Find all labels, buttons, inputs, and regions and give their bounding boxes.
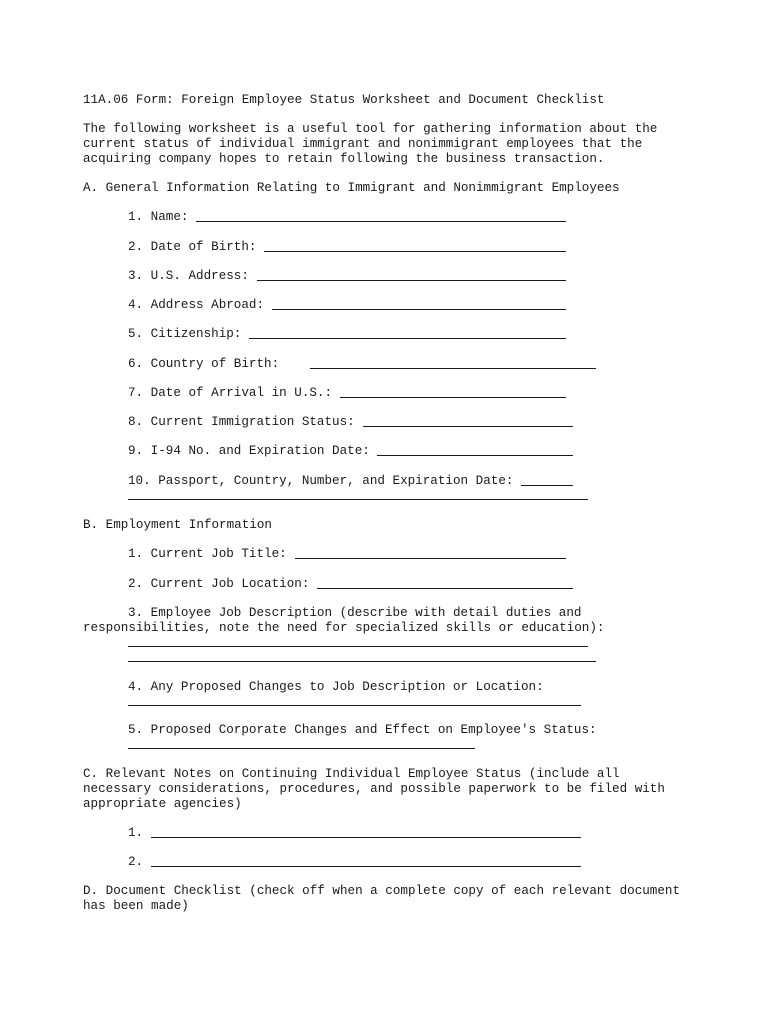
field-label: 2. Current Job Location: [128, 577, 310, 591]
field-label: 4. Address Abroad: [128, 298, 265, 312]
job-description-blank-2[interactable] [128, 661, 596, 662]
i94-blank[interactable] [377, 455, 573, 456]
citizenship-blank[interactable] [249, 338, 566, 339]
note-1-blank[interactable] [151, 837, 581, 838]
section-c-heading-line-3: appropriate agencies) [83, 797, 242, 811]
field-label: 6. Country of Birth: [128, 357, 280, 371]
field-job-location [128, 577, 309, 592]
date-of-arrival-blank[interactable] [340, 397, 566, 398]
field-citizenship [128, 327, 241, 342]
immigration-status-blank[interactable] [363, 426, 573, 427]
field-label: 1. Name: [128, 210, 189, 224]
passport-blank-1[interactable] [521, 485, 573, 486]
field-label: 3. U.S. Address: [128, 269, 249, 283]
field-label: 8. Current Immigration Status: [128, 415, 355, 429]
field-date-of-arrival [128, 386, 332, 401]
field-label: 1. Current Job Title: [128, 547, 287, 561]
note-label: 2. [128, 855, 144, 869]
field-label: 9. I-94 No. and Expiration Date: [128, 444, 370, 458]
field-address-abroad [128, 298, 264, 313]
corporate-changes-blank[interactable] [128, 748, 475, 749]
field-i94 [128, 444, 370, 459]
field-label: 2. Date of Birth: [128, 240, 257, 254]
field-country-of-birth [128, 357, 279, 372]
job-description-blank-1[interactable] [128, 646, 588, 647]
section-c-heading-line-2: necessary considerations, procedures, and possible paperwork to be filed with [83, 782, 665, 796]
note-label: 1. [128, 826, 144, 840]
note-item-1 [128, 826, 143, 841]
job-location-blank[interactable] [317, 588, 573, 589]
us-address-blank[interactable] [257, 280, 566, 281]
intro-line-3: acquiring company hopes to retain following the business transaction. [83, 152, 605, 166]
name-blank[interactable] [196, 221, 566, 222]
country-of-birth-blank[interactable] [310, 368, 596, 369]
field-label: 7. Date of Arrival in U.S.: [128, 386, 333, 400]
proposed-changes-blank[interactable] [128, 705, 581, 706]
form-title: 11A.06 Form: Foreign Employee Status Worksheet and Document Checklist [83, 93, 605, 107]
field-us-address [128, 269, 249, 284]
job-title-blank[interactable] [295, 558, 566, 559]
address-abroad-blank[interactable] [272, 309, 566, 310]
intro-line-2: current status of individual immigrant and nonimmigrant employees that the [83, 137, 643, 151]
field-label: 5. Citizenship: [128, 327, 242, 341]
section-c-heading-line-1: C. Relevant Notes on Continuing Individual Employee Status (include all [83, 767, 620, 781]
field-job-title [128, 547, 287, 562]
section-b-heading: B. Employment Information [83, 518, 272, 532]
field-passport [128, 474, 513, 489]
passport-blank-2[interactable] [128, 499, 588, 500]
section-a-heading: A. General Information Relating to Immigrant and Nonimmigrant Employees [83, 181, 620, 195]
note-2-blank[interactable] [151, 866, 581, 867]
field-corporate-changes: 5. Proposed Corporate Changes and Effect on Employee's Status: [128, 723, 597, 737]
date-of-birth-blank[interactable] [264, 251, 566, 252]
job-description-line-1: 3. Employee Job Description (describe with detail duties and [128, 606, 582, 620]
field-label: 10. Passport, Country, Number, and Expiration Date: [128, 474, 514, 488]
intro-line-1: The following worksheet is a useful tool for gathering information about the [83, 122, 658, 136]
field-name [128, 210, 188, 225]
note-item-2 [128, 855, 143, 870]
field-immigration-status [128, 415, 355, 430]
field-date-of-birth [128, 240, 256, 255]
section-d-heading-line-1: D. Document Checklist (check off when a complete copy of each relevant document [83, 884, 681, 898]
section-d-heading-line-2: has been made) [83, 899, 189, 913]
job-description-line-2: responsibilities, note the need for specialized skills or education): [83, 621, 605, 635]
field-proposed-changes: 4. Any Proposed Changes to Job Description or Location: [128, 680, 544, 694]
